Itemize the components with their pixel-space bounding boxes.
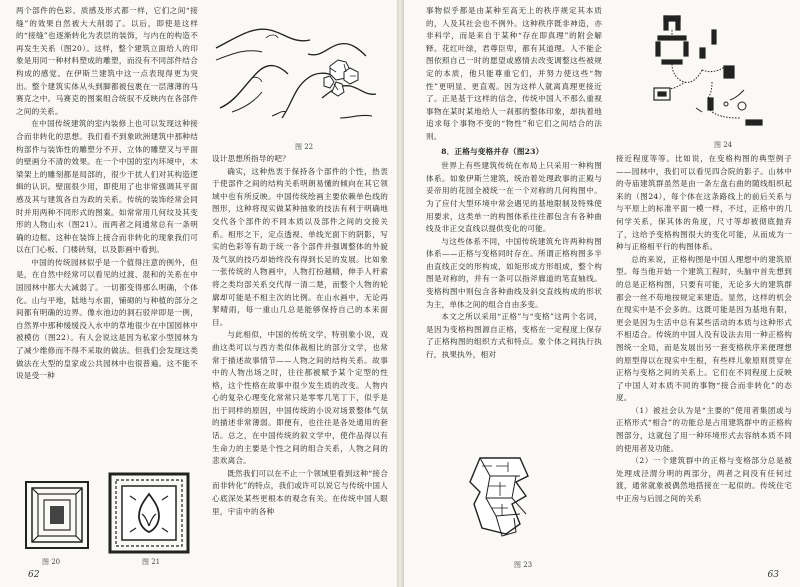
figure-23-caption: 图 23	[514, 561, 533, 569]
section-heading: 8．正格与变格并存（图23）	[441, 146, 544, 156]
paragraph: 两个部件的色彩、质感及形式都一样，它们之间“接缝”的效果自然被大大削弱了。以后，即使是这样的“接缝”也逐渐转化为表层的装饰，与内在的构造不再发生关系（图20）。这样，整个建筑立面给人的印象是用同一种材料塑成的雕塑，而没有不同部件结合构成的感觉。在伊斯兰建筑中这一点表现得更为突出。整个建筑实体从头到脚都被包裹在一层薄薄的马赛克之中。马赛克的图案组合统驭不反映内在各部件之间的关系。	[16, 6, 198, 116]
paragraph: 总的来说，正格构图是中国人理想中的建筑原型。每当他开始一个建筑工程时，头脑中首先想到的总是正格构图，只要有可能，无论多大的建筑群都会一丝不苟地按规定来建造。显然，这样的机会在现实中是不会多的。这既可能是因为基地有限，更会是因为生活中总有某些活动的本质与这种形式不相适合。传统的中国人没有设法去用一种正格构图统一全局，而是发展出另一套变格秩序来便理想的原型得以在现实中生根，有些样儿象原则贯穿在正格与变格之间的关系上。它们在不同程度上反映了中国人对本质不同的事物“接合而非转化”的态度。	[616, 254, 792, 403]
figure-22-caption: 图 22	[295, 143, 314, 151]
figure-23	[462, 452, 562, 550]
figure-20-caption: 图 20	[42, 558, 61, 566]
page-number-right: 63	[767, 570, 779, 580]
figure-24-caption: 图 24	[714, 141, 733, 149]
figure-20	[22, 478, 92, 552]
right-column-2	[616, 153, 792, 506]
paragraph: 本文之所以采用“正格”与“变格”这两个名词，是因为变格构图源自正格，变格在一定程度上保存了正格构图的组织方式和特点。象个体之间执行执行，执果执外，相对	[426, 312, 602, 360]
right-column-1	[426, 5, 602, 362]
figure-24	[626, 8, 786, 143]
paragraph: 既然我们可以在不止一个领域里看到这种“接合而非转化”的特点，我们或许可以说它与传统中国人心底深处某些更根本的观念有关。在传统中国人眼里，宇宙中的各种	[212, 468, 388, 516]
paragraph: （2）一个建筑群中的正格与变格部分总是被处理成泾渭分明的两部分，两者之间没有任何过渡，通常就象被偶然地搭接在一起似的。传统住宅中正房与后园之间的关系	[616, 456, 792, 504]
page-number-left: 62	[28, 570, 40, 580]
paragraph: 中国的传统园林似乎是一个值得注意的例外，但是，在自然中经常可以看见的过渡、混和的关系在中国园林中都大大减弱了。一切都变得那么明确，个体化。山与平地，陆地与水面，铺砌的与种植的部分之间都有明确的边界。像水池边的洞石驳岸即是一例，自然界中那种缓缓没入水中的草地很少在中国园林中被模仿（图22）。有人会说这是因为私家小型园林为了减少维修而不得不采取的做法。但我们会发现这类做法在大型的皇家或公共园林中也很普遍。这不能不说是受一种	[16, 257, 198, 381]
figure-21	[108, 472, 190, 554]
paragraph: 确实，这种热衷于保持各个部件的个性，热衷于使部件之间的结构关系明朗易懂的倾向在其它领域中也有所反映。中国传统绘画主要依赖单色线的图形，这种将现实做某种抽象的技法有利于明确地交代各个部件的不同本质以及部件之间的交接关系。相形之下，定点透视、单线光面下的阴影，写实的色彩等有助于统一各个部件并强调整体的外貌及气氛的技巧却始终没有得到长足的发展。比如象一张传统的人物画中，人物打扮越精，伸手人杆索将之类均部关系交代得一清二楚，而整个人物的轮廓却可能是不相主次的比例。在山水画中，无论再挈晴雨，每一重山几总是能够保持自己的本来面目。	[212, 166, 388, 327]
figure-22	[212, 8, 387, 138]
paragraph: 接近程度等等。比如说，在变格构图的典型例子——园林中，我们可以看见四合院的影子。山林中的寺庙建筑群虽然是由一条左盘右曲的随线组织起来的（图24），每个体在这条路线上的前后关系与与平原上的标准平面一模一样，不过，正格中的几何学关系，保其体的角度，尺寸等却被彻底抛弃了，这给予变格构图很大的变化可能，从而成为一种与正格相平行的构图体系。	[616, 154, 792, 252]
figure-21-caption: 图 21	[142, 558, 161, 566]
left-column-2	[212, 153, 388, 518]
paragraph: 世界上有些建筑传统在布局上只采用一种构图体系。如象伊斯兰建筑，统治着处理政事的正殿与妥帝用的花园全被统一在一个对称的几何构图中。为了应付大型环境中常会遇见的基地限制及特殊使用要求，这类单一的构图体系往往都包含有各种曲线及非正交直线以提供变化的可能。	[426, 161, 602, 234]
paragraph: 设计思想所指导的吧？	[212, 154, 290, 163]
paragraph: 事物似乎都是由某种至高无上的秩序规定其本质的，人及其社会也不例外。这种秩序既非神造，亦非科学，而是来自于某种“存在即真理”的附会解释。花红叶绿，君尊臣卑，都有其道理。人不能企图依照自己一时的愿望或感情去改变调整这些被规定的本质，他只能尊重它们，并努力使这些“物性”更明显、更直观。因为这样人就离真理更接近了。正是基于这样的信念，传统中国人不那么重视事物在某时某地给人一刹那的整体印象，却执着地追求每个事物不变的“物性”和它们之间结合的法则。	[426, 6, 602, 141]
paragraph: 在中国传统建筑的室内装修上也可以发现这种接合而非转化的思想。我们看不到象欧洲建筑中那种结构部件与装饰性的雕塑分不开、立体的雕塑又与平面的壁画分不清的效果。在一个中国的室内环境中，木梁架上的雕刻都是局部的，很少干扰人们对其构造逻辑的认识。壁面很少用，即使用了也非常强调其平面感及其与建筑各自为政的关系。传统的装饰经常会同时并用两种不同形式的图案。如常常用几何纹及其变形的人物山水（图21）。而两者之间通常总有一条明确的边框。这种在装饰上接合而非转化的现象我们可以在门心板、门楼砖刻，以及影画中看到。	[16, 119, 198, 255]
paragraph: 与此相似，中国的传统文学，特别象小说，戏曲这类可以与西方类似体裁相比的部分文学，也常常于描述故事情节——人物之间的结构关系。故事中的人物出场之时，往往都被赋予某个定型的性格，这个性格在故事中很少发生质的改变。人物内心的复杂心理变化常常只是零零几笔丁下，似乎是出于同样的原因，中国传统的小说对场景整体气氛的描述非常薄弱。即便有，也往往是各处通用的套话。总之，在中国传统的叙文学中，使作品得以有生命力的主要是个性之间的组合关系，人物之间的悲欢离合。	[212, 330, 388, 466]
paragraph: 与这些体系不同，中国传统建筑允许两种构图体系——正格与变格同时存在。所谓正格构图多半由直线正交的形构成，如矩形成方形组成，整个构图是对称的，并有一条可以指斧廊道的笔直轴线。变格构图中则包含各种曲线及斜交直线构成的形状为主，单体之间的组合自由多变。	[426, 236, 602, 309]
left-column-1	[16, 5, 198, 383]
paragraph: （1）被社会认为是“主要的”使用者集团或与正格形式“相合”的功能总是占用建筑群中的正格构图部分，这就包了用一种环境形式去容纳本质不同的使用者及功能。	[616, 405, 792, 453]
left-page	[0, 0, 398, 587]
right-page	[403, 0, 800, 587]
